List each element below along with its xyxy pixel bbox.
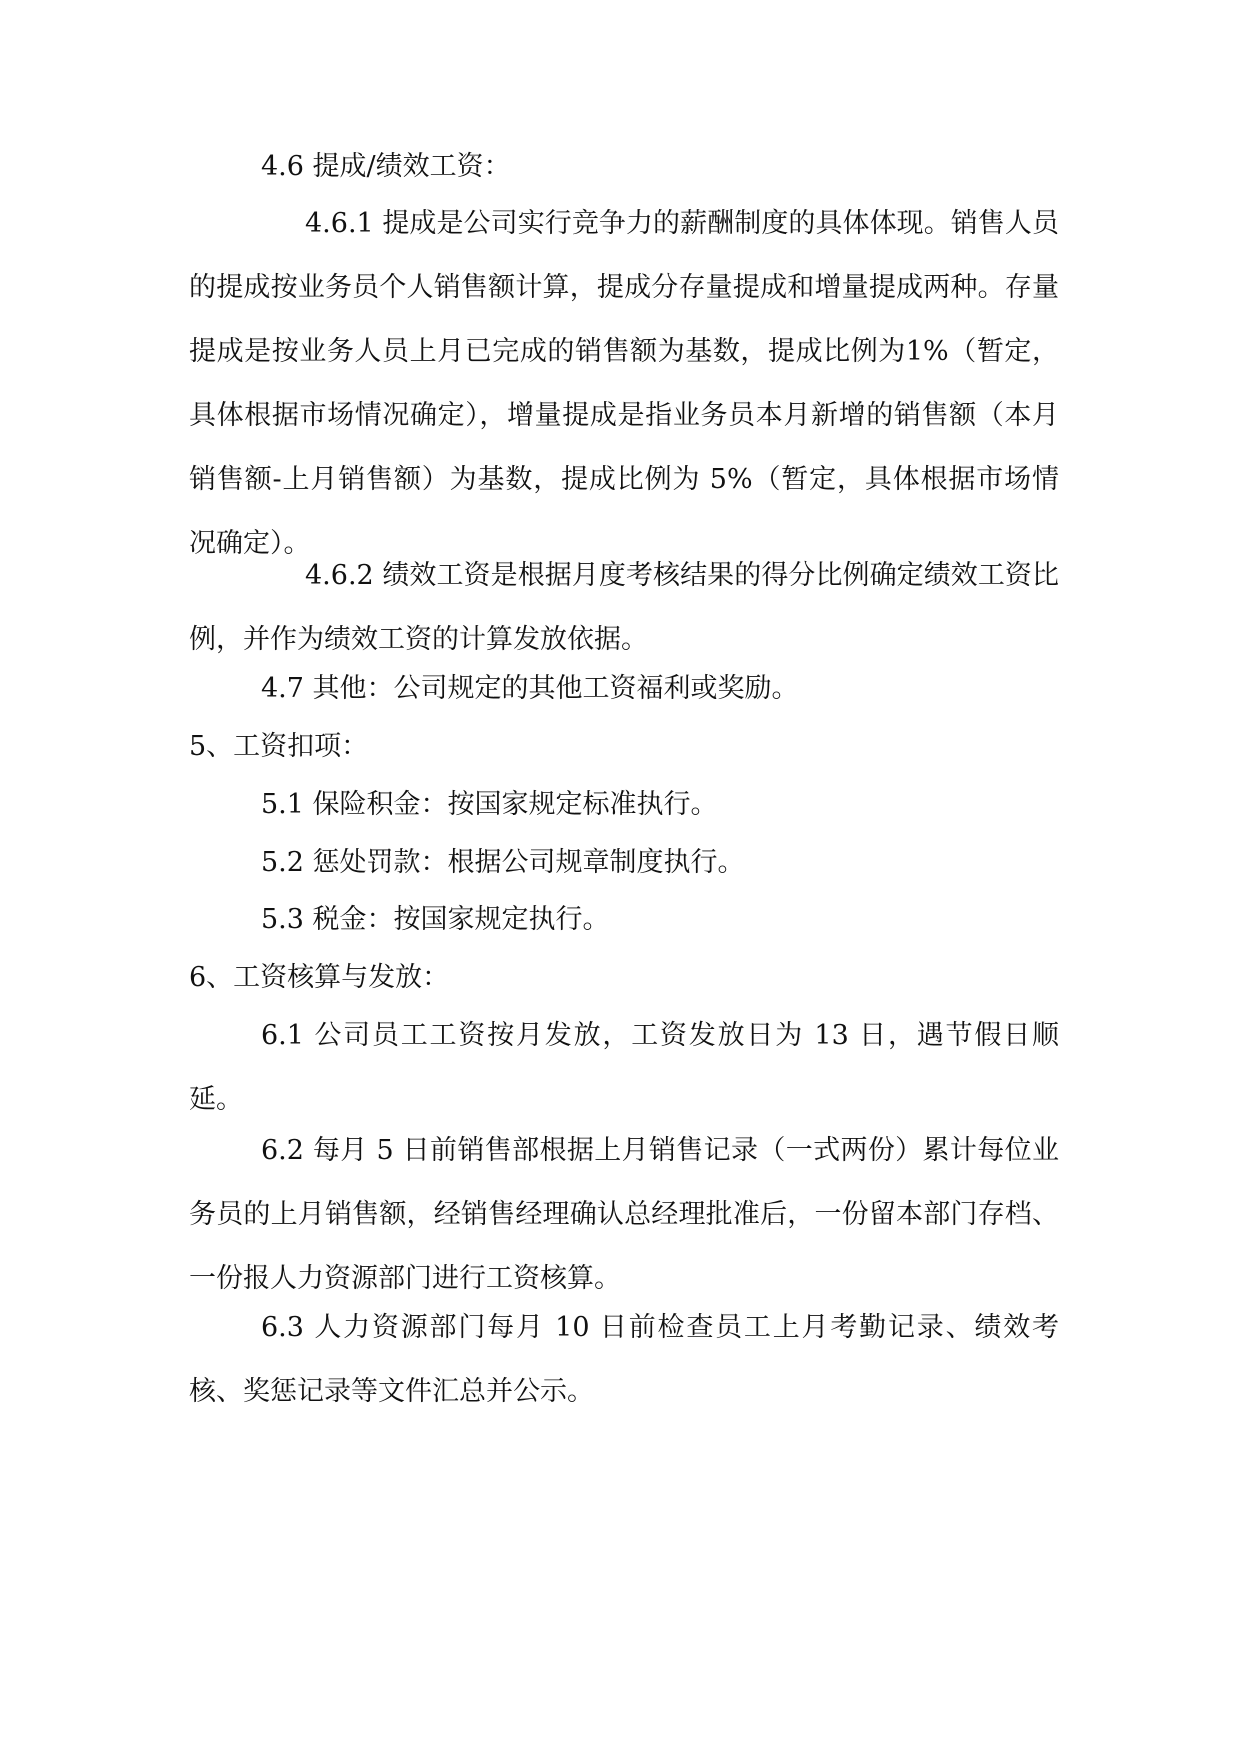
section-5-heading: 5、工资扣项： <box>189 731 369 762</box>
paragraph-4-6-2: 4.6.2 绩效工资是根据月度考核结果的得分比例确定绩效工资比例，并作为绩效工资的计算发放依据。 <box>189 560 1059 655</box>
paragraph-5-3: 5.3 税金：按国家规定执行。 <box>261 904 610 935</box>
paragraph-4-7: 4.7 其他：公司规定的其他工资福利或奖励。 <box>261 673 799 704</box>
paragraph-4-6-1: 4.6.1 提成是公司实行竞争力的薪酬制度的具体体现。销售人员的提成按业务员个人销售额计算，提成分存量提成和增量提成两种。存量提成是按业务人员上月已完成的销售额为基数，提成比例为1%（暂定，具体根据市场情况确定），增量提成是指业务员本月新增的销售额（本月销售额-上月销售额）为基数，提成比例为 5%（暂定，具体根据市场情况确定）。 <box>189 208 1059 559</box>
section-4-6-heading: 4.6 提成/绩效工资： <box>261 151 511 182</box>
paragraph-5-2: 5.2 惩处罚款：根据公司规章制度执行。 <box>261 847 745 878</box>
paragraph-6-2: 6.2 每月 5 日前销售部根据上月销售记录（一式两份）累计每位业务员的上月销售额，经销售经理确认总经理批准后，一份留本部门存档、一份报人力资源部门进行工资核算。 <box>189 1135 1059 1294</box>
paragraph-6-1: 6.1 公司员工工资按月发放，工资发放日为 13 日，遇节假日顺延。 <box>189 1020 1059 1115</box>
paragraph-5-1: 5.1 保险积金：按国家规定标准执行。 <box>261 789 718 820</box>
paragraph-6-3: 6.3 人力资源部门每月 10 日前检查员工上月考勤记录、绩效考核、奖惩记录等文件汇总并公示。 <box>189 1312 1059 1407</box>
section-6-heading: 6、工资核算与发放： <box>189 962 450 993</box>
